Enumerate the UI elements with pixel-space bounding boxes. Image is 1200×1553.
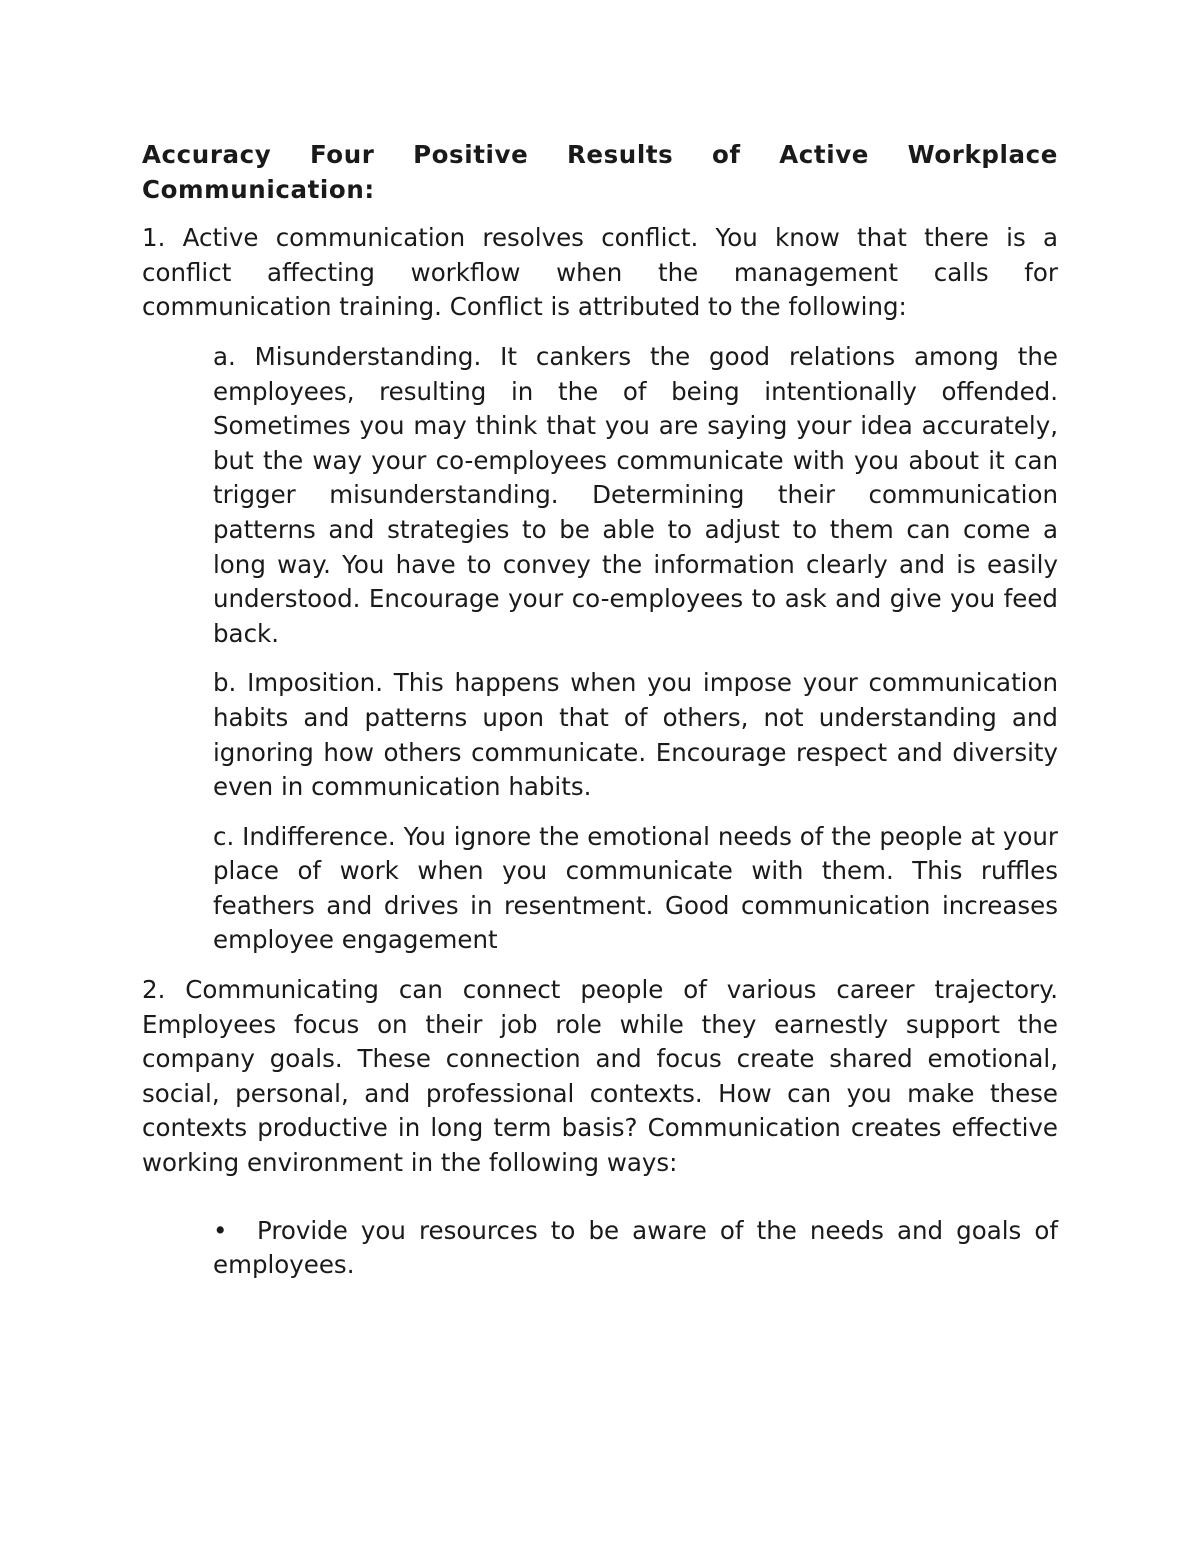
bullet-icon: • — [213, 1215, 228, 1245]
list-item — [213, 1214, 1058, 1283]
point-1-paragraph: 1. Active communication resolves conflict. You know that there is a conflict affecting workflow when the management calls for communication training. Conflict is attributed to the following: — [142, 223, 1058, 322]
document-page — [142, 138, 1058, 1283]
point-2-paragraph: 2. Communicating can connect people of various career trajectory. Employees focus on their job role while they earnestly support the company goals. These connection and focus create shared emotional, social, personal, and professional contexts. How can you make these contexts productive in long term basis? Communication creates effective working environment in the following ways: — [142, 975, 1058, 1178]
bullet-list — [213, 1214, 1058, 1283]
sub-point-a-paragraph: a. Misunderstanding. It cankers the good relations among the employees, resulting in the of being intentionally offended. Sometimes you may think that you are saying your idea accurately, but the way your co-employees communicate with you about it can trigger misunderstanding. Determining their communication patterns and strategies to be able to adjust to them can come a long way. You have to convey the information clearly and is easily understood. Encourage your co-employees to ask and give you feed back. — [213, 341, 1058, 648]
sub-point-b-paragraph: b. Imposition. This happens when you impose your communication habits and patterns upon that of others, not understanding and ignoring how others communicate. Encourage respect and diversity even in communication habits. — [213, 668, 1058, 802]
bullet-text: Provide you resources to be aware of the needs and goals of employees. — [213, 1215, 1058, 1280]
sub-point-c-paragraph: c. Indifference. You ignore the emotional needs of the people at your place of work when you communicate with them. This ruffles feathers and drives in resentment. Good communication increases employee engagement — [213, 821, 1058, 955]
document-title: Accuracy Four Positive Results of Active Workplace Communication: — [142, 140, 1058, 204]
